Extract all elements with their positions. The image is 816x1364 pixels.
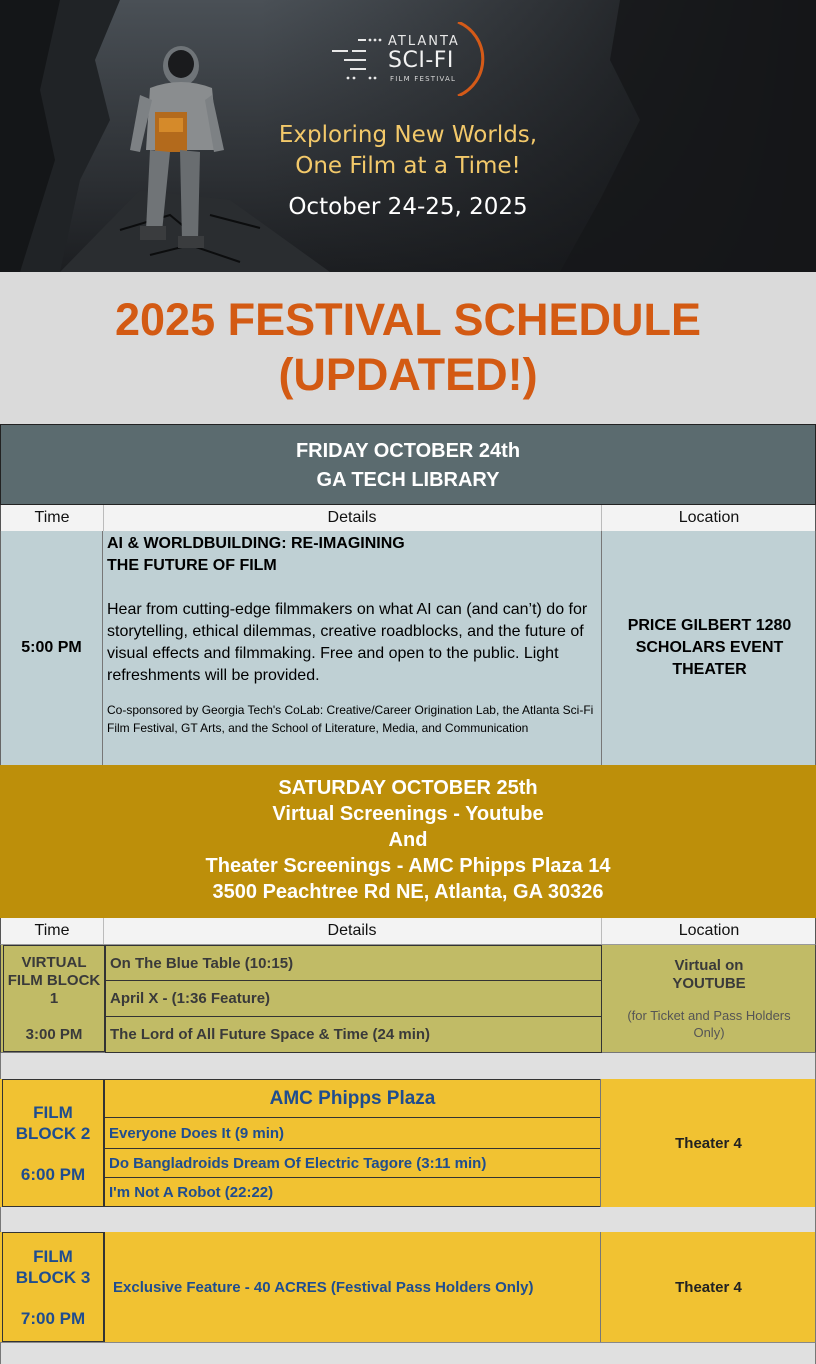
block-2-label: FILM BLOCK 2 (15, 1102, 91, 1143)
saturday-date: SATURDAY OCTOBER 25th (278, 777, 538, 799)
festival-logo (330, 22, 490, 96)
block-2-location: Theater 4 (600, 1079, 816, 1207)
block-1-time: 3:00 PM (25, 1025, 83, 1043)
spacer-row (0, 1342, 816, 1364)
logo-text-scifi: SCI-FI (388, 48, 454, 73)
saturday-column-headers (0, 918, 816, 945)
block-3-film: Exclusive Feature - 40 ACRES (Festival Pass Holders Only) (104, 1232, 601, 1342)
block-1-location-name: Virtual on YOUTUBE (672, 956, 746, 992)
friday-event-location: PRICE GILBERT 1280 SCHOLARS EVENT THEATER (601, 531, 816, 765)
schedule-title-line-2: (UPDATED!) (278, 349, 538, 400)
column-header-time: Time (34, 922, 70, 939)
column-header-location: Location (678, 509, 740, 526)
block-1-film-3: The Lord of All Future Space & Time (24 min) (105, 1016, 602, 1053)
column-header-details: Details (327, 922, 377, 939)
column-header-location: Location (678, 922, 740, 939)
column-header-details: Details (327, 509, 377, 526)
column-header-time: Time (34, 509, 70, 526)
block-2-venue: AMC Phipps Plaza (104, 1079, 601, 1118)
friday-event-description: Hear from cutting-edge filmmakers on what AI can (and can’t) do for storytelling, ethical dilemmas, creative roadblocks, and the future of visual effects and filmmaking. Free and open to the public. Light refreshments will be provided. (107, 601, 588, 684)
hero-dates: October 24-25, 2025 (288, 194, 528, 220)
virtual-film-block-1 (0, 945, 816, 1053)
friday-event-credit: Co-sponsored by Georgia Tech's CoLab: Creative/Career Origination Lab, the Atlanta Sci-Fi Film Festival, GT Arts, and the School of Literature, Media, and Communication (107, 703, 594, 735)
block-3-location: Theater 4 (600, 1232, 816, 1342)
logo-text-film-festival: FILM FESTIVAL (390, 75, 457, 83)
hero-banner (0, 0, 816, 272)
schedule-title-line-1: 2025 FESTIVAL SCHEDULE (115, 294, 701, 345)
block-1-time-cell (3, 945, 105, 1052)
block-2-film-1: Everyone Does It (9 min) (104, 1117, 601, 1149)
spacer-row (0, 1207, 816, 1232)
spacer-row (0, 1053, 816, 1079)
block-1-location (601, 945, 816, 1052)
schedule-title (0, 292, 816, 402)
saturday-header (0, 765, 816, 918)
block-3-time: 7:00 PM (20, 1308, 86, 1328)
tagline-line-1: Exploring New Worlds, (278, 122, 538, 148)
logo-text-atlanta: ATLANTA (388, 34, 460, 49)
film-block-2 (0, 1079, 816, 1207)
friday-event-details (103, 531, 601, 765)
block-1-location-note: (for Ticket and Pass Holders Only) (627, 1007, 791, 1040)
friday-event-title (107, 533, 597, 577)
block-3-time-cell (2, 1232, 104, 1342)
friday-date: FRIDAY OCTOBER 24th (295, 440, 521, 462)
saturday-address: 3500 Peachtree Rd NE, Atlanta, GA 30326 (212, 881, 604, 903)
friday-column-headers (0, 505, 816, 532)
friday-event-title-line-1: AI & WORLDBUILDING: RE-IMAGINING (107, 535, 405, 552)
block-3-label: FILM BLOCK 3 (15, 1246, 91, 1287)
block-2-film-2: Do Bangladroids Dream Of Electric Tagore (3:11 min) (104, 1148, 601, 1178)
block-1-label: VIRTUAL FILM BLOCK 1 (7, 953, 101, 1007)
block-1-film-2: April X - (1:36 Feature) (105, 980, 602, 1017)
block-2-time: 6:00 PM (20, 1164, 86, 1184)
film-block-3 (0, 1232, 816, 1342)
block-1-film-1: On The Blue Table (10:15) (105, 945, 602, 981)
friday-header (0, 424, 816, 505)
friday-event-title-line-2: THE FUTURE OF FILM (107, 557, 277, 574)
saturday-virtual: Virtual Screenings - Youtube (272, 803, 544, 825)
friday-venue: GA TECH LIBRARY (316, 469, 500, 491)
tagline-line-2: One Film at a Time! (295, 153, 521, 179)
friday-event-time: 5:00 PM (1, 531, 103, 765)
saturday-and: And (388, 829, 428, 851)
friday-event-row (0, 531, 816, 765)
block-2-film-3: I'm Not A Robot (22:22) (104, 1177, 601, 1207)
block-2-time-cell (2, 1079, 104, 1207)
hero-tagline (208, 120, 608, 182)
saturday-theater: Theater Screenings - AMC Phipps Plaza 14 (205, 855, 611, 877)
